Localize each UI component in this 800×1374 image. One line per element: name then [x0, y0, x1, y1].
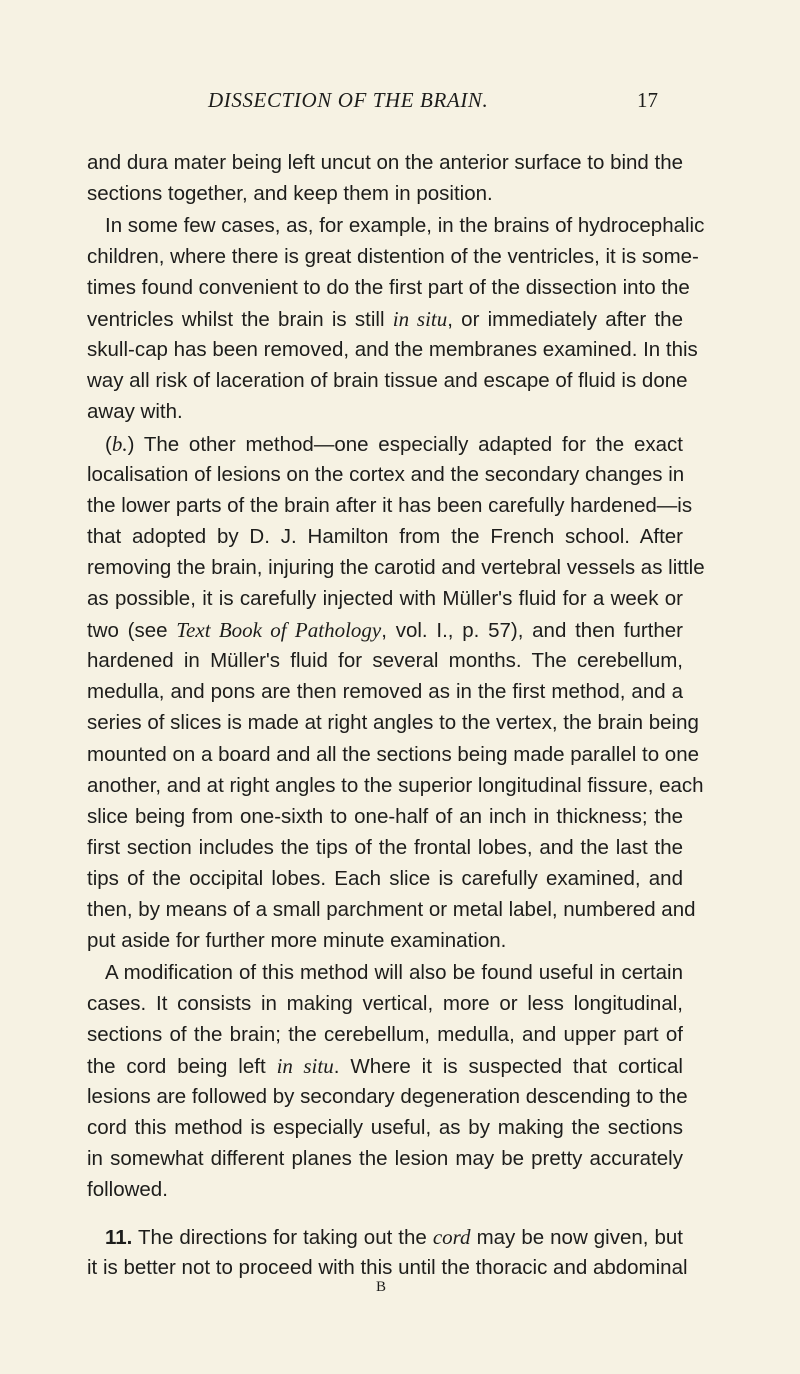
text-segment: times found convenient to do the first part of the dissection into the: [87, 276, 690, 299]
text-segment: cases. It consists in making vertical, more or less longitudinal,: [87, 992, 683, 1015]
text-line: [105, 429, 683, 459]
text-line: [87, 833, 683, 863]
text-segment: away with.: [87, 400, 183, 423]
text-line: [87, 1082, 688, 1112]
text-segment: ventricles whilst the brain is still: [87, 308, 393, 331]
text-line: [87, 1175, 683, 1205]
text-segment: then, by means of a small parchment or metal label, numbered and: [87, 898, 696, 921]
text-line: [87, 553, 705, 583]
text-line: [87, 1144, 683, 1174]
text-segment: series of slices is made at right angles to the vertex, the brain being: [87, 711, 699, 734]
text-line: [87, 615, 683, 645]
text-segment: children, where there is great distention of the ventricles, it is some-: [87, 245, 699, 268]
text-segment: hardened in Müller's fluid for several months. The cerebellum,: [87, 649, 683, 672]
text-segment: the cord being left: [87, 1055, 277, 1078]
text-segment: two (see: [87, 619, 177, 642]
text-segment: . Where it is suspected that cortical: [333, 1055, 683, 1078]
text-segment: , vol. I., p. 57), and then further: [381, 619, 684, 642]
text-line: [87, 273, 690, 303]
text-segment: sections of the brain; the cerebellum, medulla, and upper part of: [87, 1023, 683, 1046]
text-segment: cord this method is especially useful, as by making the sections: [87, 1116, 683, 1139]
text-segment: and dura mater being left uncut on the anterior surface to bind the: [87, 151, 684, 174]
text-line: [87, 1051, 683, 1081]
text-line: [87, 740, 700, 770]
italic-text: b.: [111, 432, 128, 456]
text-line: [87, 926, 683, 956]
text-line: [87, 677, 683, 707]
text-line: [87, 335, 698, 365]
text-segment: skull-cap has been removed, and the membranes examined. In this: [87, 338, 698, 361]
text-segment: A modification of this method will also be found useful in certain: [105, 961, 683, 984]
text-line: [87, 864, 683, 894]
text-line: [105, 1222, 683, 1252]
running-title: DISSECTION OF THE BRAIN.: [208, 88, 489, 112]
text-segment: In some few cases, as, for example, in the brains of hydrocephalic: [105, 214, 705, 237]
text-segment: may be now given, but: [470, 1226, 683, 1249]
text-segment: tips of the occipital lobes. Each slice is carefully examined, and: [87, 867, 683, 890]
text-line: [87, 460, 683, 490]
text-segment: as possible, it is carefully injected with Müller's fluid for a week or: [87, 587, 683, 610]
text-line: [87, 708, 699, 738]
text-line: [87, 584, 683, 614]
text-segment: in somewhat different planes the lesion may be pretty accurately: [87, 1147, 683, 1170]
text-line: [87, 1113, 683, 1143]
italic-text: Text Book of Pathology: [176, 618, 382, 642]
text-line: [87, 179, 683, 209]
signature-mark: B: [376, 1279, 387, 1295]
text-segment: that adopted by D. J. Hamilton from the French school. After: [87, 525, 683, 548]
text-line: [87, 989, 683, 1019]
text-line: [87, 148, 683, 178]
italic-text: cord: [432, 1225, 471, 1249]
text-line: [105, 211, 705, 241]
text-segment: The directions for taking out the: [132, 1226, 433, 1249]
page-number: 17: [637, 88, 658, 112]
text-line: [87, 802, 683, 832]
text-segment: it is better not to proceed with this until the thoracic and abdominal: [87, 1256, 688, 1279]
text-segment: followed.: [87, 1178, 168, 1201]
text-line: [87, 646, 683, 676]
text-segment: slice being from one-sixth to one-half of an inch in thickness; the: [87, 805, 683, 828]
text-segment: localisation of lesions on the cortex and the secondary changes in: [87, 463, 685, 486]
text-segment: medulla, and pons are then removed as in the first method, and a: [87, 680, 683, 703]
italic-text: in situ: [392, 307, 448, 331]
text-line: [87, 397, 683, 427]
italic-text: in situ: [276, 1054, 334, 1078]
text-segment: sections together, and keep them in position.: [87, 182, 493, 205]
text-line: [87, 366, 688, 396]
page-header: [0, 88, 800, 118]
text-segment: lesions are followed by secondary degeneration descending to the: [87, 1085, 688, 1108]
text-line: [87, 1020, 683, 1050]
text-segment: first section includes the tips of the frontal lobes, and the last the: [87, 836, 683, 859]
text-line: [87, 895, 696, 925]
text-segment: , or immediately after the: [447, 308, 683, 331]
text-segment: put aside for further more minute examination.: [87, 929, 507, 952]
text-segment: way all risk of laceration of brain tissue and escape of fluid is done: [87, 369, 688, 392]
text-segment: mounted on a board and all the sections being made parallel to one: [87, 743, 700, 766]
text-line: [87, 522, 683, 552]
text-line: [87, 304, 683, 334]
text-segment: (: [105, 433, 112, 456]
text-segment: another, and at right angles to the superior longitudinal fissure, each: [87, 774, 704, 797]
text-segment: removing the brain, injuring the carotid and vertebral vessels as little: [87, 556, 705, 579]
text-line: [87, 242, 699, 272]
text-segment: the lower parts of the brain after it has been carefully hardened—is: [87, 494, 693, 517]
text-line: [105, 958, 683, 988]
section-number: 11.: [105, 1226, 133, 1249]
text-segment: ) The other method—one especially adapted for the exact: [127, 433, 683, 456]
text-line: [87, 771, 704, 801]
text-line: [87, 491, 693, 521]
